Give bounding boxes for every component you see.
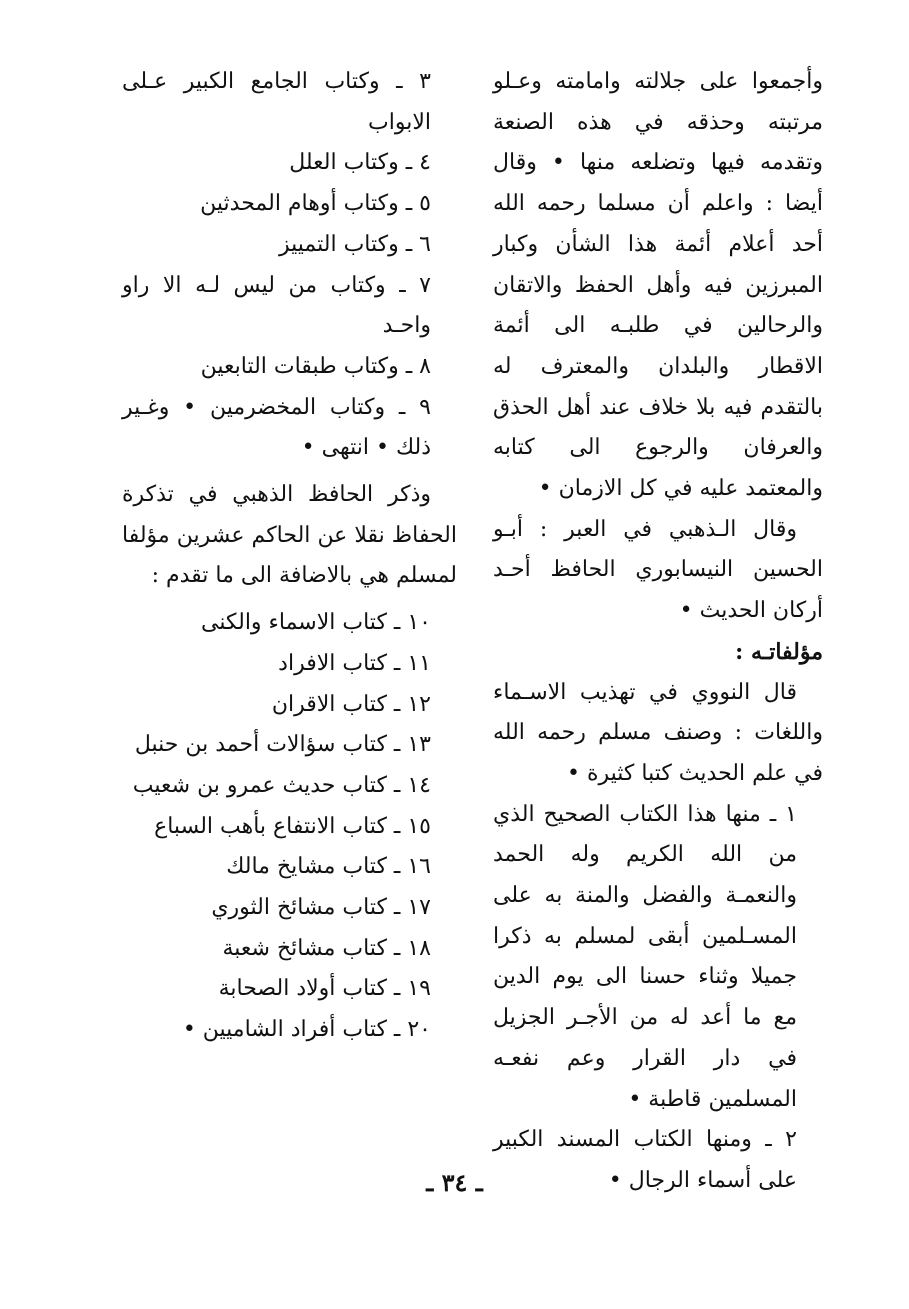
work-item-7: ٧ ـ وكتاب من ليس لـه الا راو واحـد [122, 272, 431, 339]
list-item: ١٦ ـ كتاب مشايخ مالك [226, 854, 431, 880]
work-item-4: ٤ ـ وكتاب العلل [289, 150, 431, 176]
nawawi-paragraph: قال النووي في تهذيب الاسـماء واللغات : وصنف مسلم رحمه الله في علم الحديث كتبا كثيرة • [493, 679, 823, 786]
work-item-2: ٢ ـ ومنها الكتاب المسند الكبير على أسماء الرجال • [493, 1127, 797, 1193]
list-item: ١٩ ـ كتاب أولاد الصحابة [218, 976, 431, 1002]
intro-paragraph: وأجمعوا على جلالته وامامته وعـلو مرتبته وحذقه في هذه الصنعة وتقدمه فيها وتضلعه منها • وقال أيضا : واعلم أن مسلما رحمه الله أحد أعلام أئمة هذا الشأن وكبار المبرزين فيه وأهل الحفظ والاتقان والرحالين في طلبـه الى أئمة الاقطار والبلدان والمعترف له بالتقدم فيه بلا خلاف عند أهل الحذق والعرفان والرجوع الى كتابه والمعتمد عليه في كل الازمان • [493, 69, 823, 502]
list-item: ١٠ ـ كتاب الاسماء والكنى [200, 610, 431, 636]
works-list [122, 603, 457, 1051]
list-item: ١٨ ـ كتاب مشائخ شعبة [222, 935, 431, 961]
work-item-5: ٥ ـ وكتاب أوهام المحدثين [200, 191, 431, 217]
list-item: ١١ ـ كتاب الافراد [278, 650, 431, 676]
works-heading: مؤلفاتـه : [735, 638, 823, 665]
list-item: ١٤ ـ كتاب حديث عمرو بن شعيب [132, 772, 431, 798]
list-item: ٢٠ ـ كتاب أفراد الشاميين • [182, 1017, 431, 1043]
list-item: ١٧ ـ كتاب مشائخ الثوري [211, 895, 431, 921]
work-item-3: ٣ ـ وكتاب الجامع الكبير عـلى الابواب [122, 69, 431, 135]
work-item-1: ١ ـ منها هذا الكتاب الصحيح الذي من الله الكريم وله الحمد والنعمـة والفضل والمنة به على المسـلمين أبقى لمسلم به ذكرا جميلا وثناء حسنا الى يوم الدين مع ما أعد له من الأجـر الجزيل في دار القرار وعم نفعـه المسلمين قاطبة • [493, 801, 797, 1112]
work-item-6: ٦ ـ وكتاب التمييز [279, 231, 431, 257]
right-column [493, 62, 823, 1202]
page-number: ـ ٣٤ ـ [426, 1168, 483, 1197]
work-item-9: ٩ ـ وكتاب المخضرمين • وغـير ذلك • انتهى • [122, 394, 431, 461]
list-item: ١٥ ـ كتاب الانتفاع بأهب السباع [154, 813, 431, 839]
list-item: ١٢ ـ كتاب الاقران [271, 691, 431, 717]
list-item: ١٣ ـ كتاب سؤالات أحمد بن حنبل [134, 732, 431, 758]
work-item-8: ٨ ـ وكتاب طبقات التابعين [200, 353, 431, 379]
dhahabi-note-paragraph: وذكر الحافظ الذهبي في تذكرة الحفاظ نقلا عن الحاكم عشرين مؤلفا لمسلم هي بالاضافة الى ما تقدم : [122, 482, 457, 589]
left-column [122, 62, 457, 1051]
dhahabi-paragraph: وقال الـذهبي في العبر : أبـو الحسين النيسابوري الحافظ أحـد أركان الحديث • [493, 516, 823, 624]
